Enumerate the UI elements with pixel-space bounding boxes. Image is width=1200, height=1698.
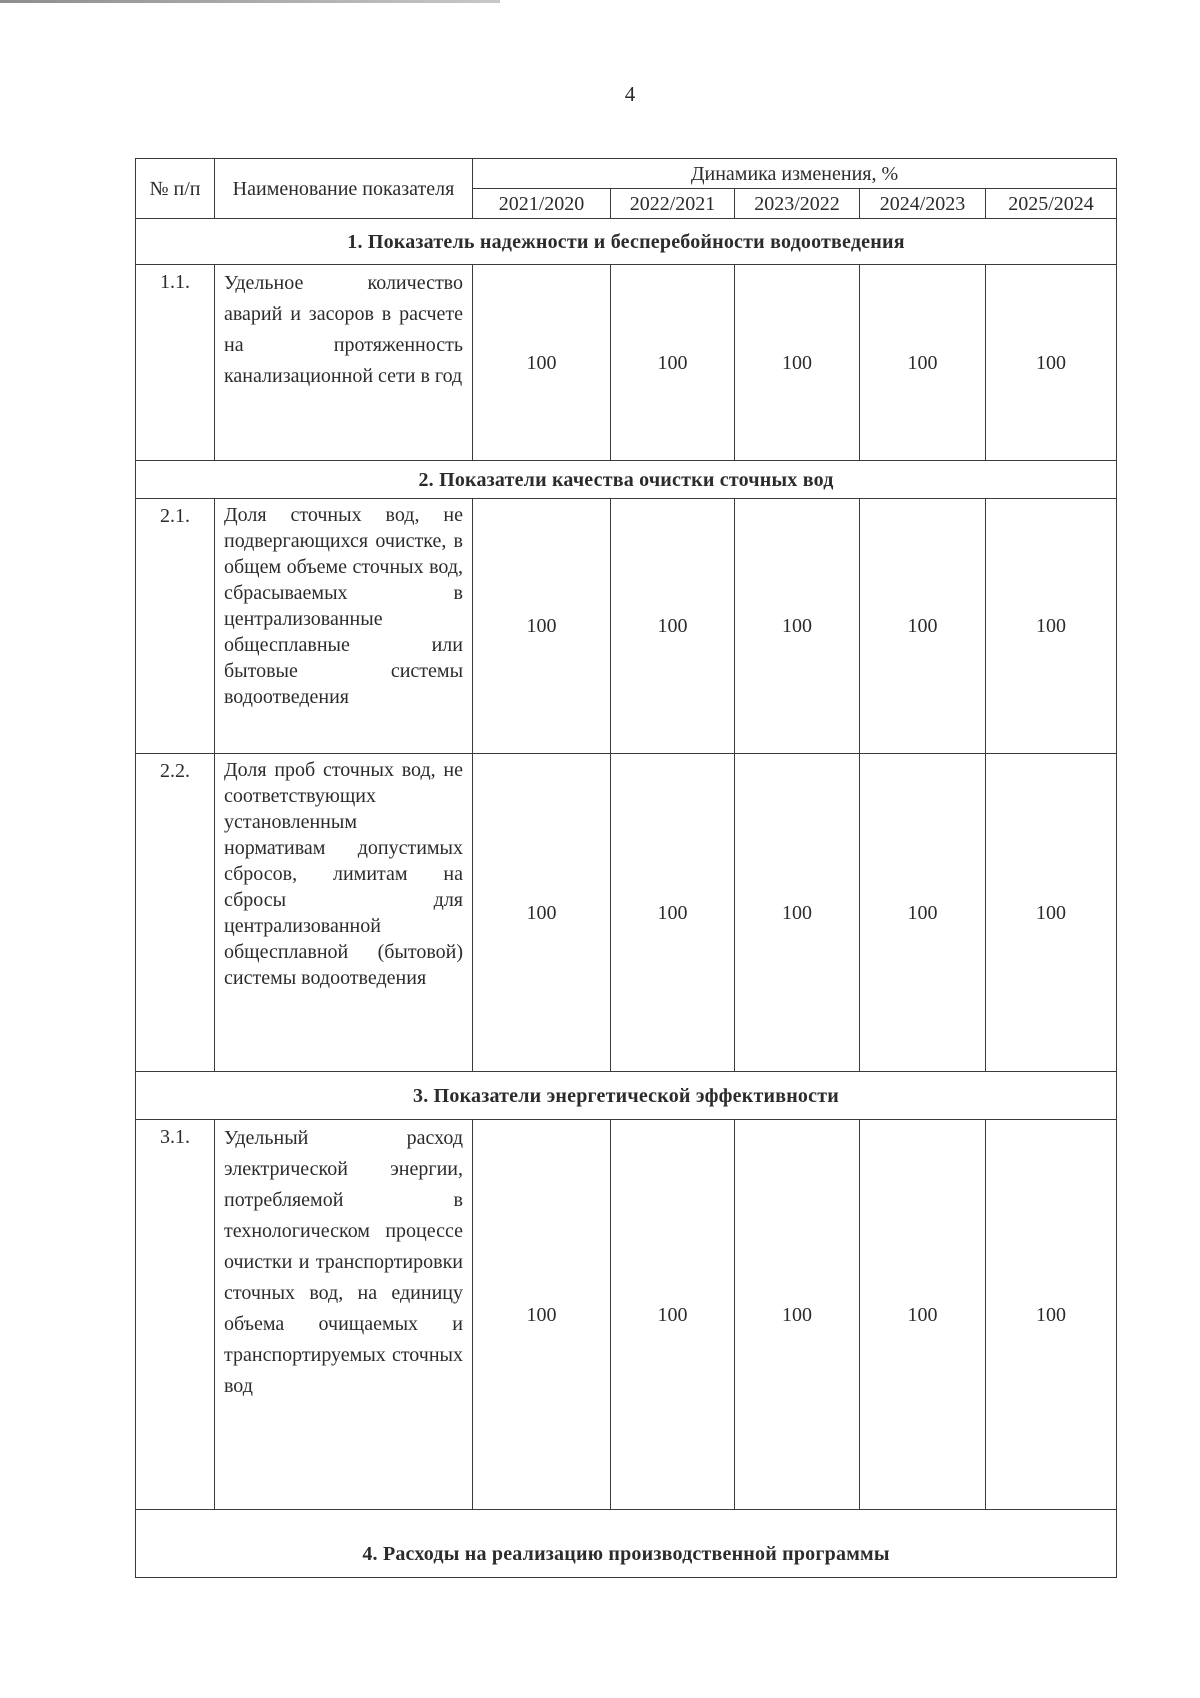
value-cell: 100 (986, 754, 1117, 1072)
value-cell: 100 (735, 1120, 860, 1510)
value-cell: 100 (860, 754, 986, 1072)
scan-edge-line (0, 0, 500, 3)
row-number: 3.1. (136, 1120, 215, 1510)
header-year: 2021/2020 (473, 189, 611, 219)
value-cell: 100 (986, 499, 1117, 754)
row-number: 1.1. (136, 265, 215, 461)
section-title: 2. Показатели качества очистки сточных вод (136, 461, 1117, 499)
row-number: 2.1. (136, 499, 215, 754)
value-cell: 100 (473, 499, 611, 754)
value-cell: 100 (986, 265, 1117, 461)
header-year: 2022/2021 (611, 189, 735, 219)
page-number: 4 (624, 82, 636, 106)
header-year: 2023/2022 (735, 189, 860, 219)
header-dynamics: Динамика изменения, % (473, 159, 1117, 189)
section-title: 4. Расходы на реализацию производственной программы (136, 1510, 1117, 1578)
value-cell: 100 (611, 499, 735, 754)
value-cell: 100 (611, 265, 735, 461)
header-name: Наименование показателя (215, 159, 473, 219)
section-title: 3. Показатели энергетической эффективности (136, 1072, 1117, 1120)
header-year: 2025/2024 (986, 189, 1117, 219)
value-cell: 100 (611, 754, 735, 1072)
value-cell: 100 (860, 499, 986, 754)
value-cell: 100 (860, 1120, 986, 1510)
value-cell: 100 (473, 1120, 611, 1510)
header-year: 2024/2023 (860, 189, 986, 219)
value-cell: 100 (473, 754, 611, 1072)
value-cell: 100 (735, 265, 860, 461)
value-cell: 100 (611, 1120, 735, 1510)
indicator-name: Удельный расход электрической энергии, потребляемой в технологическом процессе очистки и транспортировки сточных вод, на единицу объема очищаемых и транспортируемых сточных вод (215, 1120, 473, 1510)
header-num: № п/п (136, 159, 215, 219)
value-cell: 100 (860, 265, 986, 461)
indicators-table (135, 158, 1117, 1578)
indicator-name: Доля сточных вод, не подвергающихся очистке, в общем объеме сточных вод, сбрасываемых в централизованные общесплавные или бытовые системы водоотведения (215, 499, 473, 754)
indicator-name: Доля проб сточных вод, не соответствующих установленным нормативам допустимых сбросов, лимитам на сбросы для централизованной общесплавной (бытовой) системы водоотведения (215, 754, 473, 1072)
indicator-name: Удельное количество аварий и засоров в расчете на протяженность канализационной сети в год (215, 265, 473, 461)
section-title: 1. Показатель надежности и бесперебойности водоотведения (136, 219, 1117, 265)
value-cell: 100 (735, 499, 860, 754)
value-cell: 100 (735, 754, 860, 1072)
value-cell: 100 (986, 1120, 1117, 1510)
value-cell: 100 (473, 265, 611, 461)
row-number: 2.2. (136, 754, 215, 1072)
